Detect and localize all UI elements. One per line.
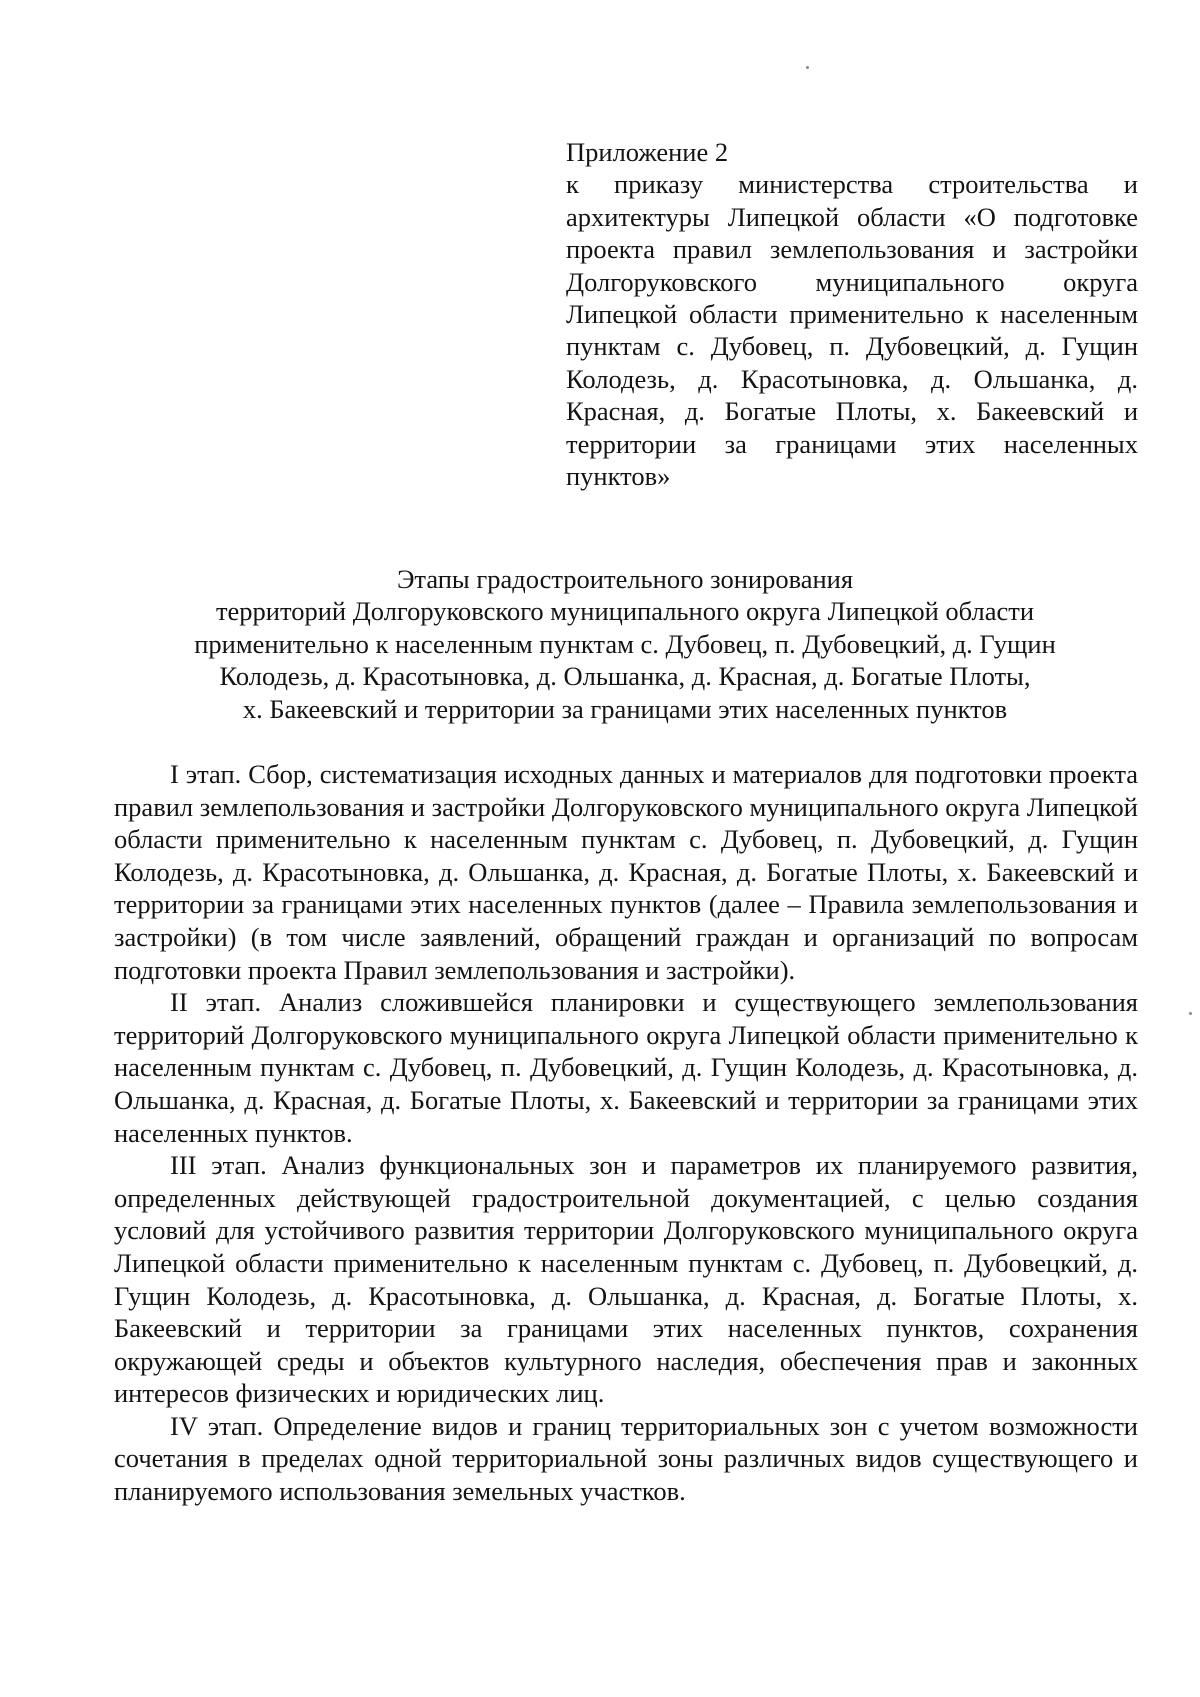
heading-line: х. Бакеевский и территории за границами этих населенных пунктов — [242, 693, 1008, 724]
heading-line: Колодезь, д. Красотыновка, д. Ольшанка, д. Красная, д. Богатые Плоты, — [219, 661, 1031, 692]
appendix-title: Приложение 2 — [566, 137, 729, 167]
stage-paragraph: III этап. Анализ функциональных зон и параметров их планируемого развития, определенных действующей градостроительной документацией, с целью создания условий для устойчивого развития территории Долгоруковского муниципального округа Липецкой области применительно к населенным пунктам с. Дубовец, п. Дубовецкий, д. Гущин Колодезь, д. Красотыновка, д. Ольшанка, д. Красная, д. Богатые Плоты, х. Бакеевский и территории за границами этих населенных пунктов, сохранения окружающей среды и объектов культурного наследия, обеспечения прав и законных интересов физических и юридических лиц. — [114, 1150, 1138, 1409]
heading-line: Этапы градостроительного зонирования — [396, 564, 854, 594]
appendix-block — [566, 136, 1138, 492]
heading-line: территорий Долгоруковского муниципального округа Липецкой области — [215, 596, 1035, 627]
document-heading — [120, 563, 1130, 725]
stage-paragraph: I этап. Сбор, систематизация исходных данных и материалов для подготовки проекта правил землепользования и застройки Долгоруковского муниципального округа Липецкой области применительно к населенным пунктам с. Дубовец, п. Дубовецкий, д. Гущин Колодезь, д. Красотыновка, д. Ольшанка, д. Красная, д. Богатые Плоты, х. Бакеевский и территории за границами этих населенных пунктов (далее – Правила землепользования и застройки) (в том числе заявлений, обращений граждан и организаций по вопросам подготовки проекта Правил землепользования и застройки). — [114, 759, 1138, 985]
stage-paragraph: IV этап. Определение видов и границ территориальных зон с учетом возможности сочетания в пределах одной территориальной зоны различных видов существующего и планируемого использования земельных участков. — [114, 1410, 1138, 1507]
scan-speck — [1189, 1012, 1192, 1015]
scan-speck — [806, 66, 809, 69]
appendix-reference: к приказу министерства строительства и архитектуры Липецкой области «О подготовке проекта правил землепользования и застройки Долгоруковского муниципального округа Липецкой области применительно к населенным пунктам с. Дубовец, п. Дубовецкий, д. Гущин Колодезь, д. Красотыновка, д. Ольшанка, д. Красная, д. Богатые Плоты, х. Бакеевский и территории за границами этих населенных пунктов» — [566, 169, 1138, 492]
heading-line: применительно к населенным пунктам с. Дубовец, п. Дубовецкий, д. Гущин — [194, 628, 1056, 659]
stages-list — [114, 758, 1138, 1508]
stage-paragraph: II этап. Анализ сложившейся планировки и существующего землепользования территорий Долгоруковского муниципального округа Липецкой области применительно к населенным пунктам с. Дубовец, п. Дубовецкий, д. Гущин Колодезь, д. Красотыновка, д. Ольшанка, д. Красная, д. Богатые Плоты, х. Бакеевский и территории за границами этих населенных пунктов. — [114, 987, 1138, 1148]
